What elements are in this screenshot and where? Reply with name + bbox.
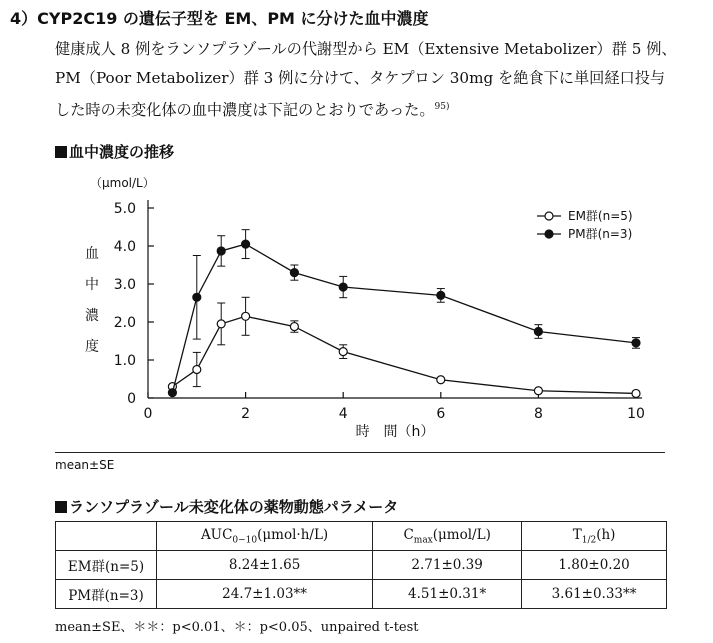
data-point	[290, 269, 298, 277]
data-point	[632, 339, 640, 347]
x-tick-label: 4	[338, 406, 348, 422]
paragraph-line-3-text: した時の未変化体の血中濃度は下記のとおりであった。	[55, 101, 435, 119]
header-blank-cell	[56, 522, 157, 551]
data-point	[339, 348, 347, 356]
paragraph-line-1: 健康成人 8 例をランソプラゾールの代謝型から EM（Extensive Metabolizer）群 5 例、	[55, 40, 677, 58]
data-point	[437, 291, 445, 299]
data-point	[242, 312, 250, 320]
table-row	[56, 580, 667, 609]
square-bullet-icon	[55, 146, 67, 158]
data-point	[290, 323, 298, 331]
pk-parameters-table	[55, 521, 667, 609]
divider	[55, 452, 665, 453]
x-axis-label: 時 間（h）	[355, 424, 435, 440]
intro-paragraph	[55, 35, 705, 125]
legend-label: PM群(n=3)	[568, 227, 633, 241]
section-heading: 4）CYP2C19 の遺伝子型を EM、PM に分けた血中濃度	[10, 9, 429, 28]
data-point	[168, 389, 176, 397]
chart-legend	[537, 209, 633, 241]
y-tick-label: 0	[127, 391, 136, 407]
concentration-chart	[0, 160, 713, 450]
y-axis-label-char: 血	[85, 246, 99, 262]
row-cmax: 4.51±0.31*	[373, 580, 522, 609]
x-tick-label: 0	[143, 406, 153, 422]
square-bullet-icon	[55, 501, 67, 513]
y-tick-label: 2.0	[113, 315, 136, 331]
y-axis-label-char: 中	[85, 277, 99, 293]
table-header-row	[56, 522, 667, 551]
paragraph-line-3	[55, 93, 705, 125]
y-unit-label: （μmol/L）	[90, 176, 155, 190]
data-point	[242, 240, 250, 248]
row-group: EM群(n=5)	[56, 551, 157, 580]
chart-section-title-text: 血中濃度の推移	[69, 143, 175, 161]
series-em	[168, 297, 640, 397]
y-axis-label	[85, 246, 99, 355]
data-point	[339, 283, 347, 291]
x-tick-label: 10	[627, 406, 645, 422]
header-auc: $AUC_{0-10}(\mu mol\cdot h/L)$	[157, 522, 373, 551]
data-point	[217, 320, 225, 328]
legend-marker	[545, 212, 553, 220]
x-tick-label: 6	[436, 406, 446, 422]
x-tick-label: 2	[241, 406, 251, 422]
y-axis-label-char: 濃	[85, 308, 99, 324]
row-cmax: 2.71±0.39	[373, 551, 522, 580]
legend-label: EM群(n=5)	[568, 209, 633, 223]
row-auc: 24.7±1.03**	[157, 580, 373, 609]
paragraph-line-2: PM（Poor Metabolizer）群 3 例に分けて、タケプロン 30mg を絶食下に単回経口投与	[55, 69, 666, 87]
reference-mark: 95)	[434, 102, 450, 112]
chart-note: mean±SE	[55, 458, 115, 472]
y-tick-label: 3.0	[113, 277, 136, 293]
y-tick-label: 1.0	[113, 353, 136, 369]
data-point	[193, 293, 201, 301]
table-row	[56, 551, 667, 580]
row-t-half: 1.80±0.20	[522, 551, 667, 580]
header-cmax: $C_{max}(\mu mol/L)$	[373, 522, 522, 551]
pk-section-title-text: ランソプラゾール未変化体の薬物動態パラメータ	[69, 498, 399, 516]
legend-marker	[545, 230, 553, 238]
header-t-half: $T_{1/2}(h)$	[522, 522, 667, 551]
y-axis-label-char: 度	[85, 339, 99, 355]
data-point	[632, 389, 640, 397]
series-line	[172, 316, 636, 393]
data-point	[534, 387, 542, 395]
footnote: mean±SE、＊＊：p<0.01、＊：p<0.05、unpaired t-test	[55, 620, 419, 635]
row-t-half: 3.61±0.33**	[522, 580, 667, 609]
series-pm	[168, 230, 640, 397]
chart-section-title	[55, 141, 174, 162]
y-tick-label: 4.0	[113, 239, 136, 255]
data-point	[534, 328, 542, 336]
series-layer	[168, 230, 640, 398]
data-point	[217, 247, 225, 255]
y-tick-label: 5.0	[113, 201, 136, 217]
pk-section-title	[55, 496, 398, 517]
data-point	[193, 366, 201, 374]
row-group: PM群(n=3)	[56, 580, 157, 609]
row-auc: 8.24±1.65	[157, 551, 373, 580]
data-point	[437, 376, 445, 384]
x-tick-label: 8	[533, 406, 543, 422]
